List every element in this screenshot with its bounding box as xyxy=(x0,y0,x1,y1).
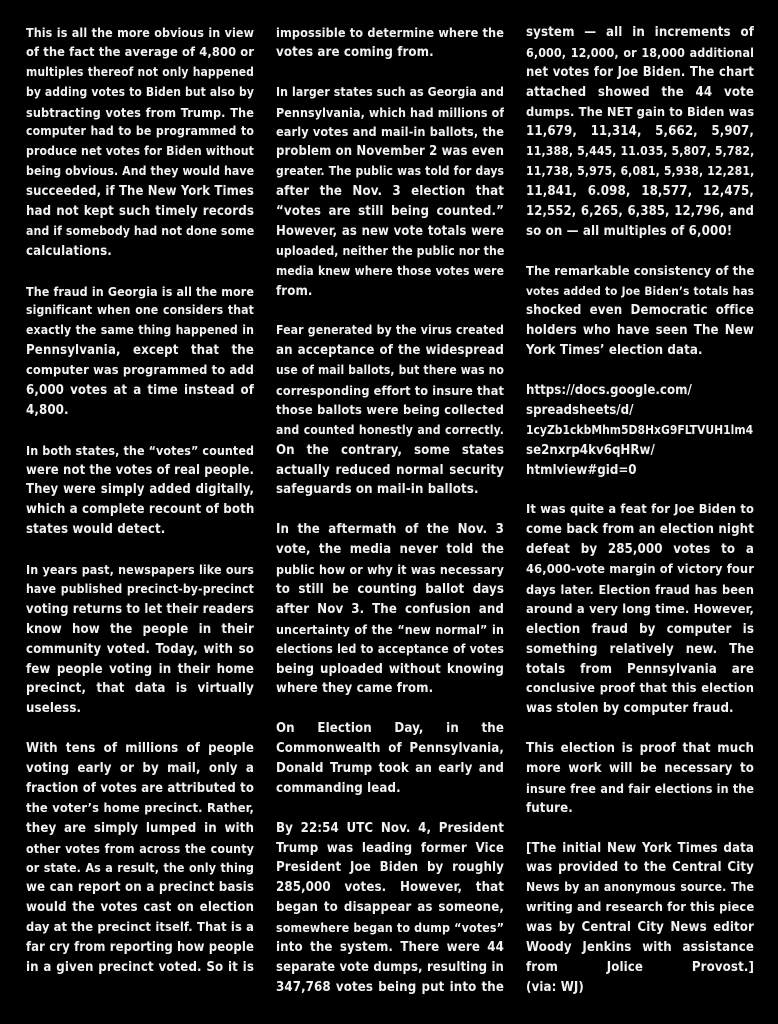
link-text-line[interactable]: 1cyZb1ckbMhm5D8HxG9FLTVUH1lm4 xyxy=(526,422,754,437)
text-line: by adding votes to Biden but also by xyxy=(26,84,254,99)
text-line: after Nov 3. The confusion and xyxy=(276,601,504,617)
text-line: fraction of votes are attributed to xyxy=(26,780,254,796)
text-line: 12,552, 6,265, 6,385, 12,796, and xyxy=(526,204,754,220)
text-line: precinct, that data is virtually xyxy=(26,681,254,697)
article-paragraph xyxy=(526,500,754,719)
link-text-line[interactable]: htmlview#gid=0 xyxy=(526,462,637,478)
text-line: On Election Day, in the xyxy=(276,721,504,737)
text-line: safeguards on mail-in ballots. xyxy=(276,482,479,498)
text-line: Pennsylvania, which had millions of xyxy=(276,104,504,120)
article-column-3 xyxy=(526,23,754,1018)
text-line: computer was programmed to add xyxy=(26,363,254,379)
text-line: In both states, the “votes” counted xyxy=(26,442,254,458)
text-line: the voter’s home precinct. Rather, xyxy=(26,800,254,816)
text-line: into the system. There were 44 xyxy=(276,939,504,955)
text-line: being obvious. And they would have xyxy=(26,164,254,179)
article-paragraph xyxy=(276,23,504,63)
text-line: come back from an election night xyxy=(526,522,754,538)
text-line: This election is proof that much xyxy=(526,741,754,757)
text-line: net votes for Joe Biden. The chart xyxy=(526,64,754,80)
text-line: to still be counting ballot days xyxy=(276,581,504,597)
text-line: [The initial New York Times data xyxy=(526,840,754,856)
article-paragraph xyxy=(526,23,754,242)
text-line: we can report on a precinct basis xyxy=(26,880,254,896)
article-paragraph xyxy=(276,520,504,699)
text-line: 6,000, 12,000, or 18,000 additional xyxy=(526,44,754,60)
link-text-line[interactable]: https://docs.google.com/ xyxy=(526,383,692,399)
text-line: was stolen by computer fraud. xyxy=(526,701,734,717)
text-line: or state. As a result, the only thing xyxy=(26,860,254,876)
text-line: They were simply added digitally, xyxy=(26,482,254,498)
text-line: which a complete recount of both xyxy=(26,502,254,518)
text-line: were not the votes of real people. xyxy=(26,462,254,478)
text-line: being uploaded without knowing xyxy=(276,661,504,677)
text-line: day at the precinct itself. That is a xyxy=(26,920,254,936)
text-line: succeeded, if The New York Times xyxy=(26,184,254,200)
text-line: York Times’ election data. xyxy=(526,343,703,359)
text-line: something relatively new. The xyxy=(526,641,754,657)
text-line: vote, the media never told the xyxy=(276,542,504,558)
text-line: from. xyxy=(276,283,313,299)
text-line: of the fact the average of 4,800 or xyxy=(26,44,254,60)
text-line: corresponding effort to insure that xyxy=(276,383,504,399)
text-line: The fraud in Georgia is all the more xyxy=(26,283,254,299)
text-line: and counted honestly and correctly. xyxy=(276,422,504,437)
text-line: 347,768 votes being put into the xyxy=(276,979,504,995)
text-line: By 22:54 UTC Nov. 4, President xyxy=(276,820,504,836)
article-paragraph xyxy=(526,739,754,819)
text-line: election fraud by computer is xyxy=(526,621,754,637)
spreadsheet-link[interactable] xyxy=(526,381,754,480)
text-line: where they came from. xyxy=(276,681,434,697)
article-paragraph xyxy=(26,282,254,421)
text-line: around a very long time. However, xyxy=(526,601,754,617)
link-text-line[interactable]: spreadsheets/d/ xyxy=(526,402,634,418)
article-paragraph xyxy=(26,739,254,978)
text-line: useless. xyxy=(26,701,82,717)
text-line: so on — all multiples of 6,000! xyxy=(526,223,733,239)
text-line: (via: WJ) xyxy=(526,979,584,995)
text-line: was provided to the Central City xyxy=(526,860,754,876)
text-line: Trump was leading former Vice xyxy=(276,840,504,856)
text-line: states would detect. xyxy=(26,522,166,538)
text-line: an acceptance of the widespread xyxy=(276,343,504,359)
article-paragraph xyxy=(276,321,504,500)
text-line: votes added to Joe Biden’s totals has xyxy=(526,283,754,298)
text-line: and if somebody had not done some xyxy=(26,223,254,238)
text-line: those ballots were being collected xyxy=(276,402,504,418)
article-paragraph xyxy=(26,560,254,719)
text-line: began to disappear as someone, xyxy=(276,900,504,916)
text-line: Fear generated by the virus created xyxy=(276,323,504,338)
article-paragraph xyxy=(276,819,504,998)
text-line: public how or why it was necessary xyxy=(276,562,504,578)
article-paragraph xyxy=(276,83,504,302)
text-line: separate vote dumps, resulting in xyxy=(276,959,504,975)
text-line: writing and research for this piece xyxy=(526,900,754,916)
text-line: had not kept such timely records xyxy=(26,204,254,220)
text-line: News by an anonymous source. The xyxy=(526,880,754,895)
text-line: somewhere began to dump “votes” xyxy=(276,920,504,936)
text-line: However, as new vote totals were xyxy=(276,223,504,239)
text-line: have published precinct-by-precinct xyxy=(26,581,254,596)
text-line: Pennsylvania, except that the xyxy=(26,343,254,359)
text-line: On the contrary, some states xyxy=(276,442,504,458)
text-line: 11,841, 6.098, 18,577, 12,475, xyxy=(526,184,754,200)
text-line: would the votes cast on election xyxy=(26,900,254,916)
article-column-1 xyxy=(26,23,254,998)
text-line: attached showed the 44 vote xyxy=(526,84,754,100)
text-line: 11,388, 5,445, 11.035, 5,807, 5,782, xyxy=(526,144,754,159)
article-paragraph xyxy=(276,719,504,799)
text-line: 46,000-vote margin of victory four xyxy=(526,562,754,578)
article-paragraph xyxy=(526,839,754,998)
link-text-line[interactable]: se2nxrp4kv6qHRw/ xyxy=(526,442,655,458)
text-line: In the aftermath of the Nov. 3 xyxy=(276,522,504,538)
text-line: far cry from reporting how people xyxy=(26,939,254,955)
text-line: impossible to determine where the xyxy=(276,25,504,40)
text-line: was by Central City News editor xyxy=(526,920,754,936)
text-line: 11,679, 11,314, 5,662, 5,907, xyxy=(526,124,754,140)
text-line: problem on November 2 was even xyxy=(276,144,504,160)
text-line: significant when one considers that xyxy=(26,303,254,318)
text-line: It was quite a feat for Joe Biden to xyxy=(526,502,754,518)
text-line: media knew where those votes were xyxy=(276,263,504,278)
article-paragraph xyxy=(26,441,254,540)
text-line: exactly the same thing happened in xyxy=(26,323,254,338)
text-line: voting returns to let their readers xyxy=(26,601,254,617)
text-line: other votes from across the county xyxy=(26,840,254,856)
text-line: Woody Jenkins with assistance xyxy=(526,939,754,955)
text-line: few people voting in their home xyxy=(26,661,254,677)
text-line: holders who have seen The New xyxy=(526,323,754,339)
text-line: computer had to be programmed to xyxy=(26,124,254,139)
text-line: use of mail ballots, but there was no xyxy=(276,363,504,378)
text-line: from Jolice Provost.] xyxy=(526,959,754,975)
text-line: calculations. xyxy=(26,243,112,259)
text-line: The remarkable consistency of the xyxy=(526,263,754,279)
text-line: votes are coming from. xyxy=(276,44,434,60)
text-line: future. xyxy=(526,800,573,816)
text-line: days later. Election fraud has been xyxy=(526,581,754,597)
text-line: This is all the more obvious in view xyxy=(26,25,254,40)
text-line: more work will be necessary to xyxy=(526,760,754,776)
text-line: uncertainty of the “new normal” in xyxy=(276,621,504,637)
text-line: system — all in increments of xyxy=(526,25,754,40)
text-line: With tens of millions of people xyxy=(26,741,254,757)
article-column-2 xyxy=(276,23,504,1018)
text-line: know how the people in their xyxy=(26,621,254,637)
text-line: In years past, newspapers like ours xyxy=(26,562,254,578)
text-line: shocked even Democratic office xyxy=(526,303,754,319)
text-line: uploaded, neither the public nor the xyxy=(276,243,504,258)
text-line: 4,800. xyxy=(26,402,69,418)
text-line: multiples thereof not only happened xyxy=(26,64,254,79)
text-line: actually reduced normal security xyxy=(276,462,504,478)
text-line: commanding lead. xyxy=(276,780,401,796)
article-paragraph xyxy=(526,262,754,361)
text-line: greater. The public was told for days xyxy=(276,164,504,179)
text-line: defeat by 285,000 votes to a xyxy=(526,542,754,558)
text-line: “votes are still being counted.” xyxy=(276,204,504,220)
text-line: early votes and mail-in ballots, the xyxy=(276,124,504,140)
text-line: Commonwealth of Pennsylvania, xyxy=(276,741,504,757)
text-line: in a given precinct voted. So it is xyxy=(26,959,254,975)
text-line: elections led to acceptance of votes xyxy=(276,641,504,656)
text-line: subtracting votes from Trump. The xyxy=(26,104,254,120)
text-line: 6,000 votes at a time instead of xyxy=(26,383,254,399)
text-line: 11,738, 5,975, 6,081, 5,938, 12,281, xyxy=(526,164,754,179)
text-line: they are simply lumped in with xyxy=(26,820,254,836)
text-line: 285,000 votes. However, that xyxy=(276,880,504,896)
text-line: conclusive proof that this election xyxy=(526,681,754,697)
text-line: community voted. Today, with so xyxy=(26,641,254,657)
text-line: produce net votes for Biden without xyxy=(26,144,254,159)
text-line: In larger states such as Georgia and xyxy=(276,84,504,99)
text-line: totals from Pennsylvania are xyxy=(526,661,754,677)
text-line: Donald Trump took an early and xyxy=(276,760,504,776)
text-line: President Joe Biden by roughly xyxy=(276,860,504,876)
text-line: insure free and fair elections in the xyxy=(526,780,754,796)
text-line: after the Nov. 3 election that xyxy=(276,184,504,200)
article-paragraph xyxy=(26,23,254,262)
text-line: dumps. The NET gain to Biden was xyxy=(526,104,754,120)
text-line: voting early or by mail, only a xyxy=(26,760,254,776)
